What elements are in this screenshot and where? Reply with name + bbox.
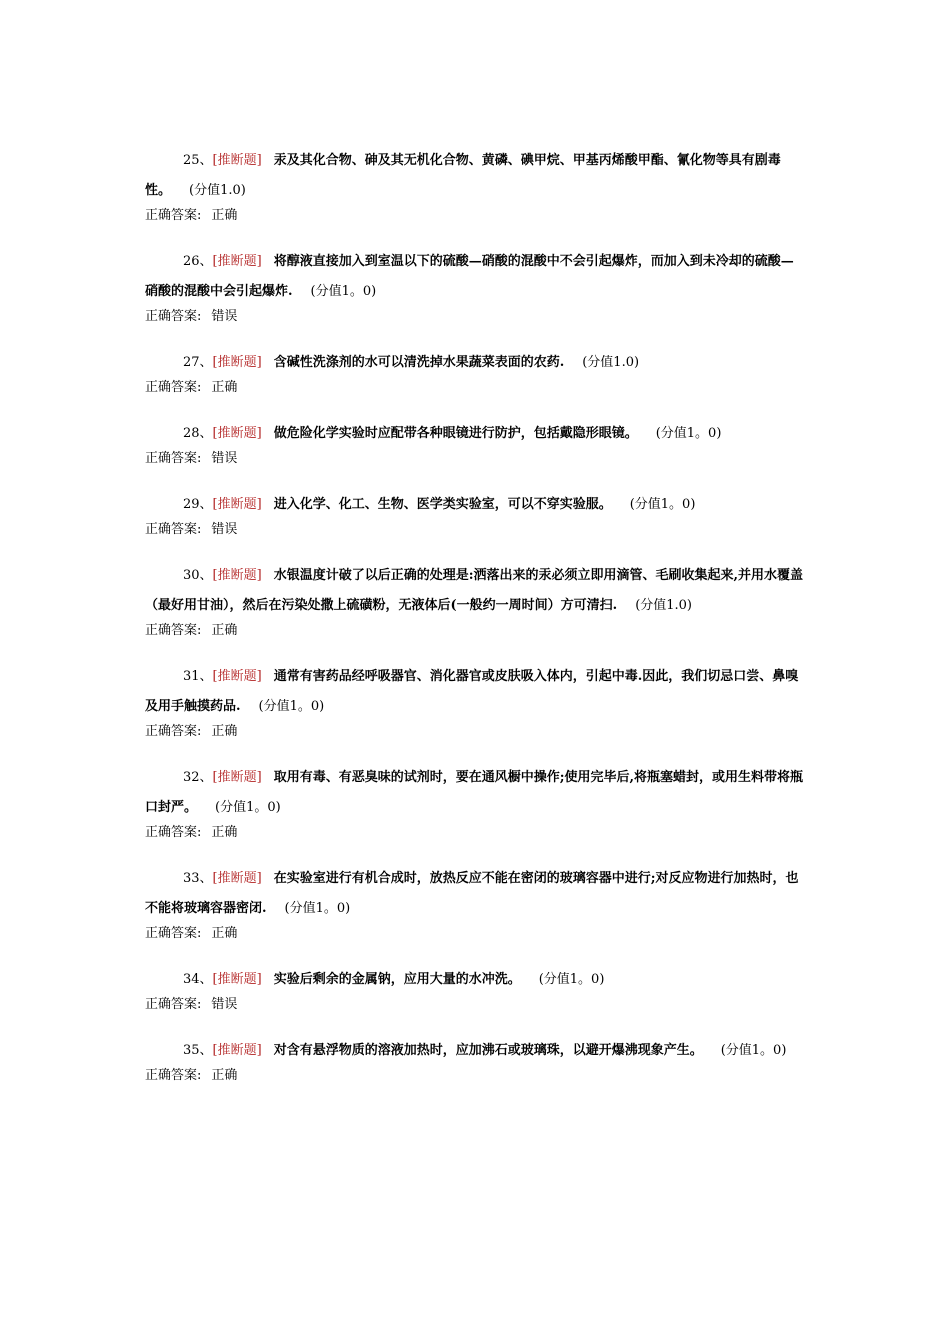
question-type-tag: [推断题] [212, 669, 262, 684]
answer-value: 正确 [211, 926, 238, 941]
answer-label: 正确答案: [145, 208, 202, 223]
question-number: 34、 [183, 972, 213, 987]
question-number: 26、 [183, 254, 213, 269]
question-stem: 通常有害药品经呼吸器官、消化器官或皮肤吸入体内，引起中毒.因此，我们切忌口尝、鼻嗅及用手触摸药品. [145, 669, 799, 714]
question-score: (分值1。0) [720, 1043, 787, 1058]
question-score: (分值1。0) [629, 497, 696, 512]
answer-label: 正确答案: [145, 724, 202, 739]
answer-label: 正确答案: [145, 997, 202, 1012]
answer-label: 正确答案: [145, 926, 202, 941]
question-type-tag: [推断题] [212, 568, 262, 583]
document-page [145, 146, 805, 1107]
question-score: (分值1。0) [215, 800, 281, 815]
question-stem: 做危险化学实验时应配带各种眼镜进行防护，包括戴隐形眼镜。 [273, 426, 638, 441]
question-item [145, 146, 805, 226]
answer-row [145, 924, 805, 944]
answer-row [145, 823, 805, 843]
question-item [145, 490, 805, 540]
question-score: (分值1。0) [655, 426, 722, 441]
question-item [145, 1036, 805, 1086]
question-item [145, 662, 805, 742]
question-number: 27、 [183, 355, 213, 370]
question-number: 33、 [183, 871, 213, 886]
question-stem: 取用有毒、有恶臭味的试剂时，要在通风橱中操作;使用完毕后,将瓶塞蜡封，或用生料带将瓶口封严。 [145, 770, 804, 815]
question-score: (分值1.0) [189, 183, 246, 198]
answer-value: 正确 [211, 623, 238, 638]
answer-value: 正确 [211, 208, 238, 223]
answer-value: 正确 [211, 825, 238, 840]
question-type-tag: [推断题] [212, 497, 262, 512]
answer-label: 正确答案: [145, 1068, 202, 1083]
answer-label: 正确答案: [145, 623, 202, 638]
question-type-tag: [推断题] [212, 871, 262, 886]
answer-row [145, 995, 805, 1015]
question-type-tag: [推断题] [212, 254, 262, 269]
answer-value: 错误 [211, 522, 238, 537]
question-type-tag: [推断题] [212, 770, 262, 785]
question-score: (分值1。0) [310, 284, 377, 299]
answer-row [145, 378, 805, 398]
answer-label: 正确答案: [145, 309, 202, 324]
question-item [145, 419, 805, 469]
question-stem: 水银温度计破了以后正确的处理是:洒落出来的汞必须立即用滴管、毛刷收集起来,并用水覆盖（最好用甘油），然后在污染处撒上硫磺粉，无液体后(一般约一周时间）方可清扫. [145, 568, 804, 613]
question-stem: 将醇液直接加入到室温以下的硫酸—硝酸的混酸中不会引起爆炸，而加入到未冷却的硫酸—硝酸的混酸中会引起爆炸. [145, 254, 794, 299]
question-stem: 含碱性洗涤剂的水可以清洗掉水果蔬菜表面的农药. [273, 355, 565, 370]
question-score: (分值1。0) [284, 901, 351, 916]
answer-label: 正确答案: [145, 380, 202, 395]
answer-row [145, 520, 805, 540]
question-score: (分值1.0) [582, 355, 640, 370]
question-item [145, 561, 805, 641]
question-stem: 对含有悬浮物质的溶液加热时，应加沸石或玻璃珠，以避开爆沸现象产生。 [273, 1043, 703, 1058]
answer-label: 正确答案: [145, 825, 202, 840]
answer-row [145, 449, 805, 469]
answer-value: 正确 [211, 724, 238, 739]
question-item [145, 965, 805, 1015]
question-type-tag: [推断题] [212, 426, 262, 441]
answer-label: 正确答案: [145, 451, 202, 466]
question-item [145, 864, 805, 944]
answer-label: 正确答案: [145, 522, 202, 537]
answer-value: 正确 [211, 1068, 238, 1083]
question-score: (分值1。0) [258, 699, 325, 714]
answer-row [145, 206, 805, 226]
answer-value: 错误 [211, 997, 238, 1012]
answer-value: 错误 [211, 309, 238, 324]
question-number: 29、 [183, 497, 213, 512]
question-score: (分值1.0) [635, 598, 693, 613]
question-type-tag: [推断题] [212, 153, 262, 168]
question-number: 28、 [183, 426, 213, 441]
question-stem: 进入化学、化工、生物、医学类实验室，可以不穿实验服。 [273, 497, 612, 512]
question-number: 30、 [183, 568, 213, 583]
answer-row [145, 1066, 805, 1086]
question-number: 31、 [183, 669, 213, 684]
question-type-tag: [推断题] [212, 972, 262, 987]
answer-value: 错误 [211, 451, 238, 466]
answer-row [145, 621, 805, 641]
question-score: (分值1。0) [538, 972, 605, 987]
question-stem: 实验后剩余的金属钠，应用大量的水冲洗。 [273, 972, 521, 987]
question-stem: 汞及其化合物、砷及其无机化合物、黄磷、碘甲烷、甲基丙烯酸甲酯、氰化物等具有剧毒性。 [145, 153, 781, 198]
question-number: 32、 [183, 770, 213, 785]
question-number: 25、 [183, 153, 213, 168]
question-item [145, 763, 805, 843]
question-stem: 在实验室进行有机合成时，放热反应不能在密闭的玻璃容器中进行;对反应物进行加热时，也不能将玻璃容器密闭. [145, 871, 799, 916]
answer-value: 正确 [211, 380, 238, 395]
answer-row [145, 307, 805, 327]
question-number: 35、 [183, 1043, 213, 1058]
answer-row [145, 722, 805, 742]
question-item [145, 247, 805, 327]
question-type-tag: [推断题] [212, 1043, 262, 1058]
question-item [145, 348, 805, 398]
question-type-tag: [推断题] [212, 355, 262, 370]
